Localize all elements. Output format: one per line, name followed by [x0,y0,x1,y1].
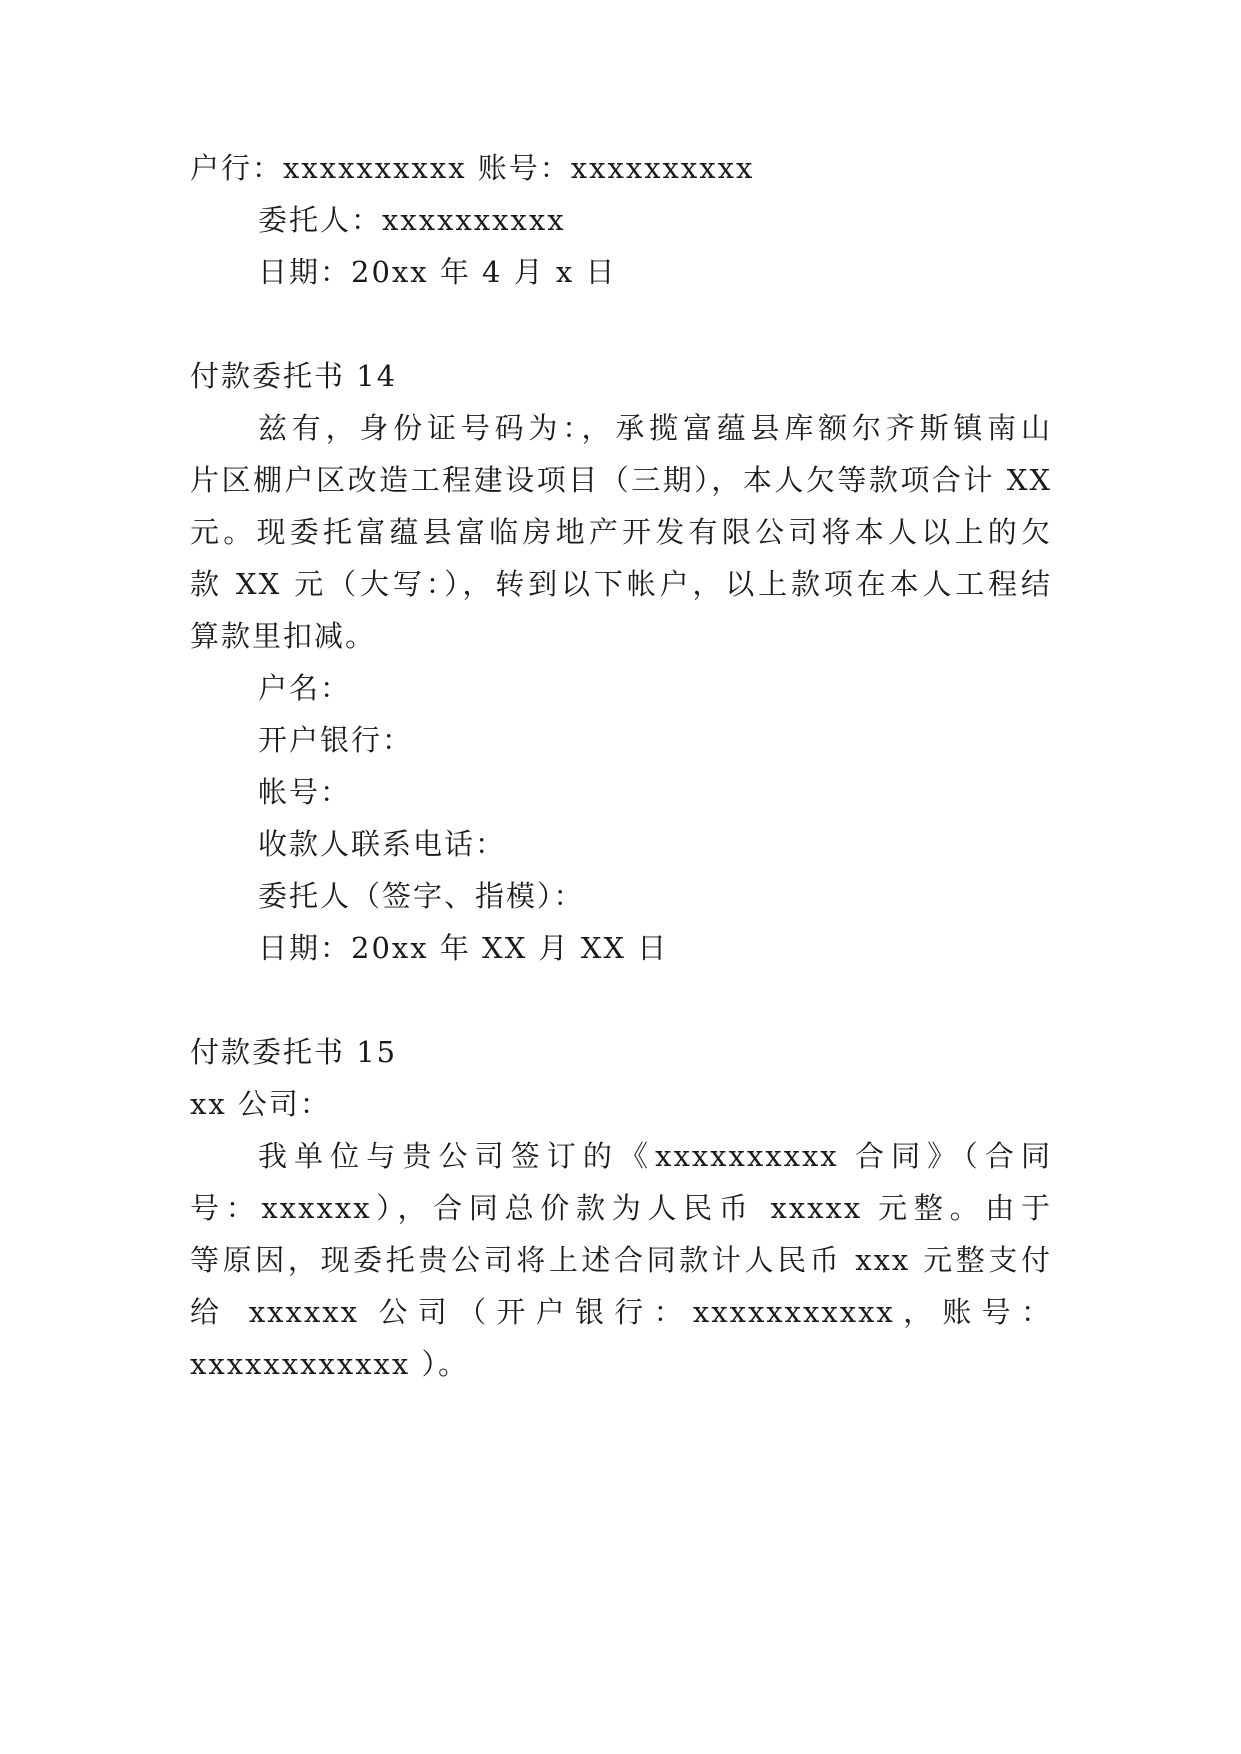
date-line: 日期：20xx 年 4 月 x 日 [258,255,617,289]
paragraph-15-line-1: 我单位与贵公司签订的《xxxxxxxxxx 合同》（合同 [258,1139,1052,1173]
paragraph-15-line-3: 等原因，现委托贵公司将上述合同款计人民币 xxx 元整支付 [190,1243,1052,1277]
paragraph-14-line-4: 款 XX 元（大写：），转到以下帐户，以上款项在本人工程结 [190,567,1052,601]
paragraph-15-line-5: xxxxxxxxxxxx ）。 [190,1347,469,1381]
signature-field: 委托人（签字、指模）： [258,879,585,913]
account-info-line: 户行：xxxxxxxxxx 账号：xxxxxxxxxx [190,151,755,185]
paragraph-14-line-3: 元。现委托富蕴县富临房地产开发有限公司将本人以上的欠 [190,515,1052,549]
principal-line: 委托人：xxxxxxxxxx [258,203,566,237]
date-field: 日期：20xx 年 XX 月 XX 日 [258,931,669,965]
addressee-line: xx 公司： [190,1087,331,1121]
paragraph-14-line-5: 算款里扣减。 [190,619,377,653]
paragraph-14-line-1: 兹有，身份证号码为：，承揽富蕴县库额尔齐斯镇南山 [258,411,1052,445]
paragraph-14-line-2: 片区棚户区改造工程建设项目（三期），本人欠等款项合计 XX [190,463,1052,497]
paragraph-15-line-2: 号：xxxxxx），合同总价款为人民币 xxxxx 元整。由于 [190,1191,1052,1225]
account-name-field: 户名： [258,671,352,705]
paragraph-15-line-4: 给 xxxxxx 公司（开户银行：xxxxxxxxxxx，账号： [190,1295,1052,1329]
account-number-field: 帐号： [258,775,352,809]
payee-phone-field: 收款人联系电话： [258,827,507,861]
section-title-15: 付款委托书 15 [190,1035,398,1069]
bank-field: 开户银行： [258,723,414,757]
section-title-14: 付款委托书 14 [190,359,398,393]
